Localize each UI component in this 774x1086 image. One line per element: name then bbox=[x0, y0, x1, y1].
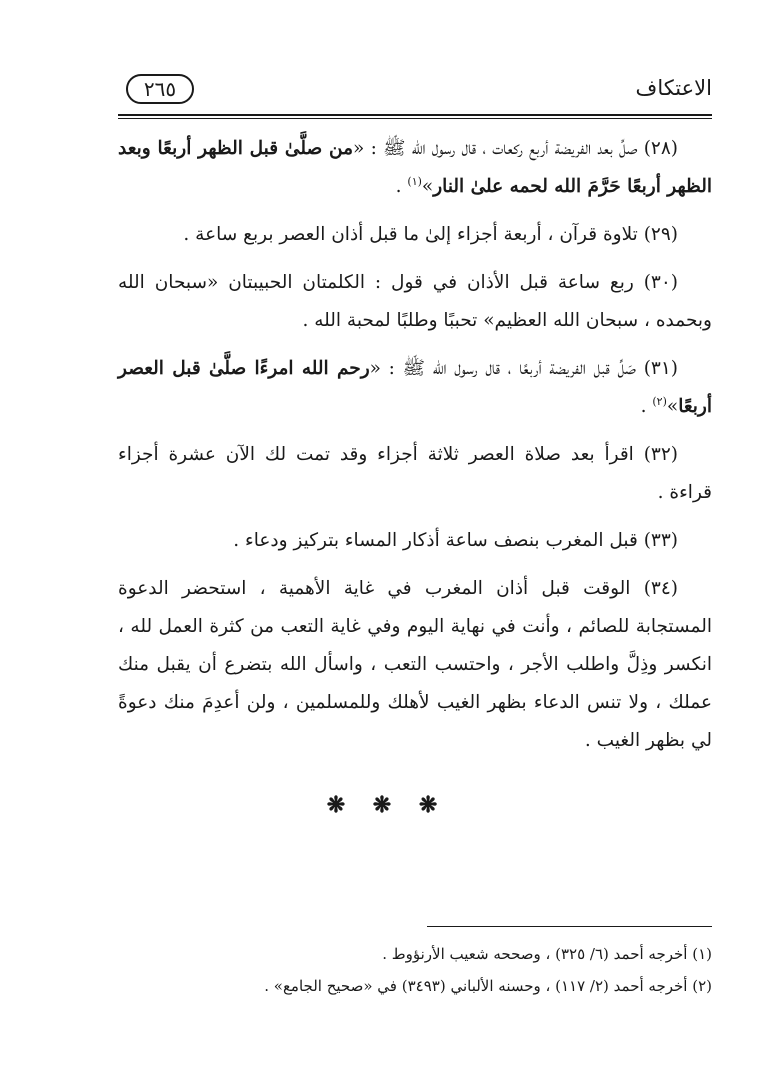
item-32 bbox=[118, 436, 712, 512]
item-text: الوقت قبل أذان المغرب في غاية الأهمية ، استحضر الدعوة المستجابة للصائم ، وأنت في نهاية اليوم وفي غاية التعب من كثرة العمل لله ، انكسر وذِلَّ واطلب الأجر ، واحتسب التعب ، واسأل الله بتضرع أن يقبل منك عملك ، ولا تنس الدعاء بظهر الغيب لأهلك وللمسلمين ، ولن أعدِمَ منك دعوةً لي بظهر الغيب . bbox=[118, 578, 712, 751]
footnote-ref: (١) bbox=[407, 174, 422, 188]
section-separator: ❋ ❋ ❋ bbox=[326, 792, 448, 818]
item-28 bbox=[118, 130, 712, 206]
page-header bbox=[118, 70, 712, 110]
header-rule-thin bbox=[118, 118, 712, 119]
item-number: (٣٤) bbox=[643, 578, 678, 599]
footnotes bbox=[118, 938, 712, 1002]
footnote-ref: (٢) bbox=[652, 394, 667, 408]
item-34 bbox=[118, 570, 712, 760]
item-31 bbox=[118, 350, 712, 426]
running-title: الاعتكاف bbox=[635, 76, 712, 100]
item-number: (٣٠) bbox=[643, 272, 678, 293]
item-30 bbox=[118, 264, 712, 340]
item-text: قبل المغرب بنصف ساعة أذكار المساء بتركيز ودعاء . bbox=[233, 530, 644, 551]
quote-close: » bbox=[421, 176, 434, 197]
item-text: اقرأ بعد صلاة العصر ثلاثة أجزاء وقد تمت لك الآن عشرة أجزاء قراءة . bbox=[118, 444, 712, 503]
quote-close: » bbox=[666, 396, 679, 417]
item-text: صَلِّ قبل الفريضة أربعًا ، قال رسول الله ﷺ : « bbox=[369, 358, 644, 379]
item-text: ربع ساعة قبل الأذان في قول : الكلمتان الحبيبتان «سبحان الله وبحمده ، سبحان الله العظيم» تحببًا وطلبًا لمحبة الله . bbox=[118, 272, 712, 331]
page-number-badge: ٢٦٥ bbox=[126, 74, 194, 104]
item-end: . bbox=[640, 396, 653, 417]
item-number: (٣١) bbox=[643, 358, 678, 379]
item-number: (٣٣) bbox=[643, 530, 678, 551]
item-29 bbox=[118, 216, 712, 254]
footnote-rule bbox=[427, 926, 712, 927]
body-text bbox=[118, 130, 712, 770]
item-text: تلاوة قرآن ، أربعة أجزاء إلىٰ ما قبل أذان العصر بربع ساعة . bbox=[183, 224, 644, 245]
hadith-text: رحم الله امرءًا صلَّىٰ قبل العصر أربعًا bbox=[118, 358, 712, 417]
item-end: . bbox=[395, 176, 408, 197]
header-rule-thick bbox=[118, 114, 712, 116]
item-text: صلِّ بعد الفريضة أربع ركعات ، قال رسول الله ﷺ : « bbox=[353, 138, 644, 159]
footnote-2: (٢) أخرجه أحمد (٢/ ١١٧) ، وحسنه الألباني (٣٤٩٣) في «صحيح الجامع» . bbox=[264, 977, 712, 995]
item-33 bbox=[118, 522, 712, 560]
footnote-1: (١) أخرجه أحمد (٦/ ٣٢٥) ، وصححه شعيب الأرنؤوط . bbox=[382, 945, 712, 963]
item-number: (٢٩) bbox=[643, 224, 678, 245]
hadith-text: من صلَّىٰ قبل الظهر أربعًا وبعد الظهر أربعًا حَرَّمَ الله لحمه علىٰ النار bbox=[118, 138, 712, 197]
item-number: (٢٨) bbox=[643, 138, 678, 159]
item-number: (٣٢) bbox=[643, 444, 678, 465]
